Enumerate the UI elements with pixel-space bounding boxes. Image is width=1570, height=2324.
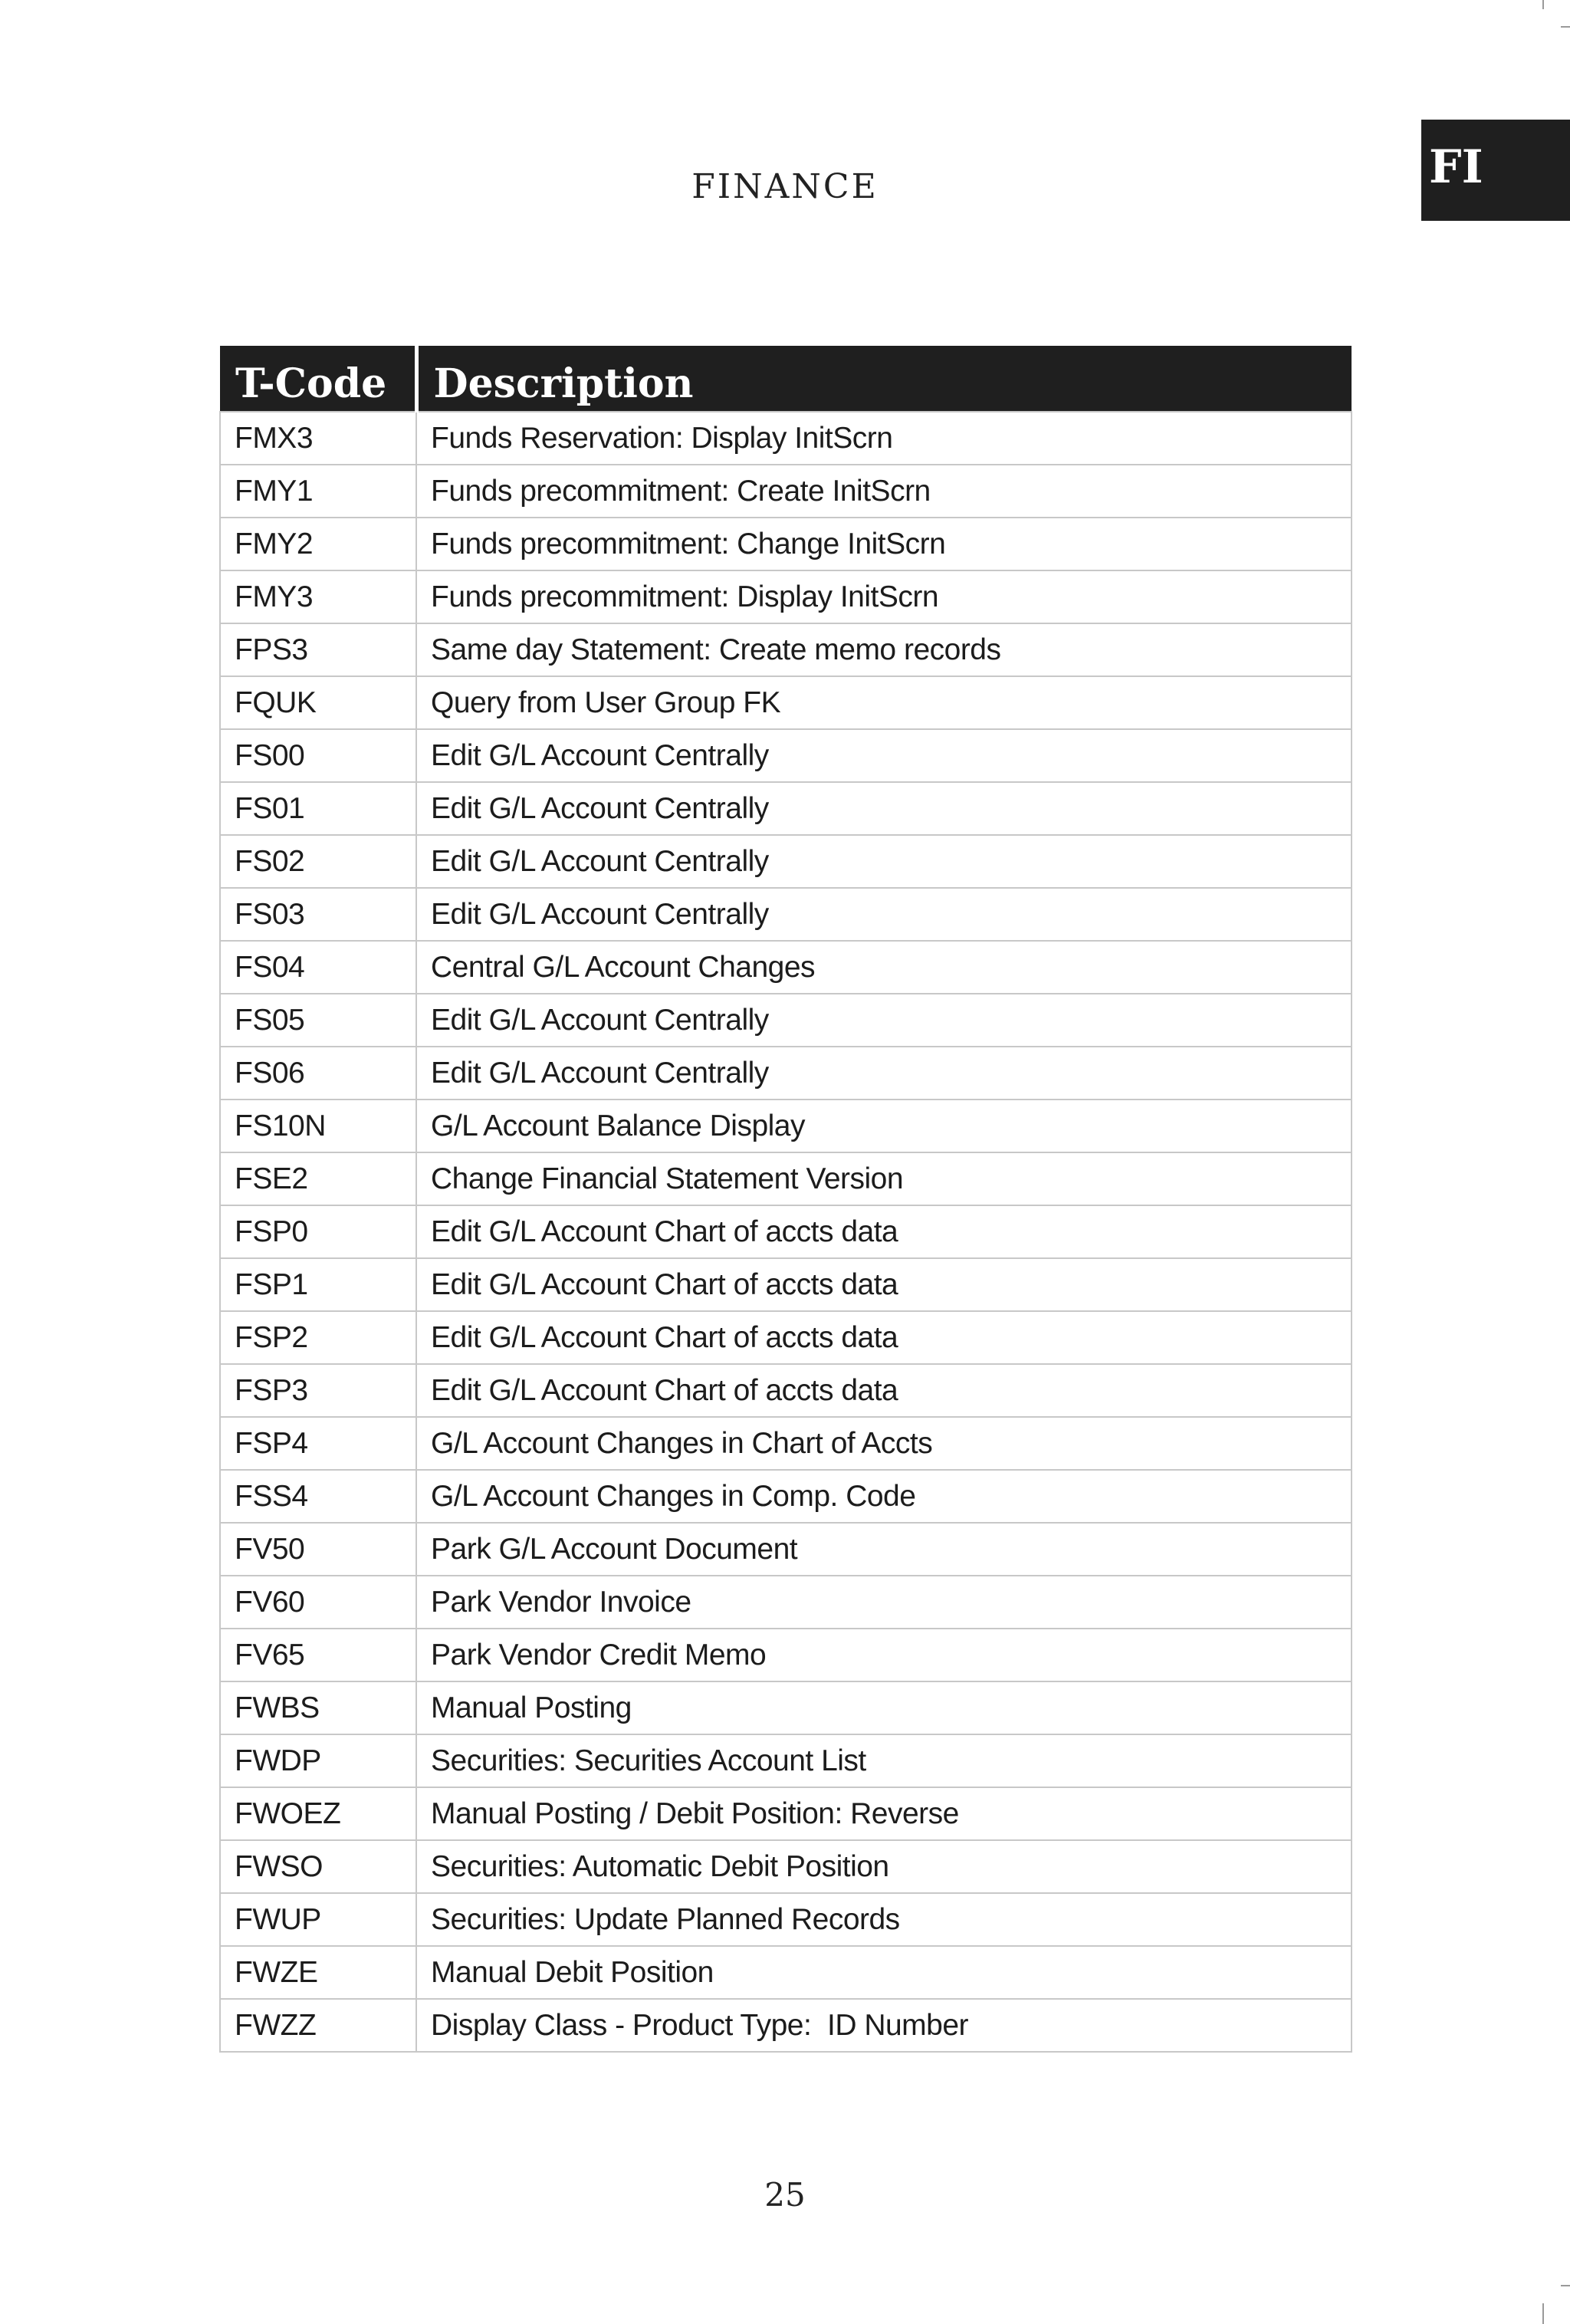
tcode-cell: FWZZ [220, 1999, 416, 2052]
table-row [220, 941, 1352, 994]
description-cell: Funds Reservation: Display InitScrn [416, 412, 1352, 465]
crop-mark-bottom-horizontal [1561, 2285, 1570, 2286]
table-row [220, 1364, 1352, 1417]
description-cell: Same day Statement: Create memo records [416, 623, 1352, 676]
tcode-cell: FMX3 [220, 412, 416, 465]
table-row [220, 994, 1352, 1047]
tcode-cell: FS10N [220, 1100, 416, 1152]
description-cell: Manual Posting / Debit Position: Reverse [416, 1787, 1352, 1840]
tcode-cell: FS03 [220, 888, 416, 941]
table-row [220, 465, 1352, 518]
tcode-cell: FQUK [220, 676, 416, 729]
tcode-cell: FWZE [220, 1946, 416, 1999]
tcode-cell: FSP3 [220, 1364, 416, 1417]
table-row [220, 1734, 1352, 1787]
table-row [220, 1999, 1352, 2052]
tcode-cell: FS00 [220, 729, 416, 782]
table-header-row [220, 346, 1352, 412]
crop-mark-top-horizontal [1561, 26, 1570, 28]
table-row [220, 1100, 1352, 1152]
tcode-cell: FMY2 [220, 518, 416, 570]
description-cell: Securities: Securities Account List [416, 1734, 1352, 1787]
crop-mark-top-vertical [1542, 0, 1544, 9]
tcode-cell: FMY3 [220, 570, 416, 623]
description-cell: Display Class - Product Type: ID Number [416, 1999, 1352, 2052]
table-row [220, 1840, 1352, 1893]
description-cell: Funds precommitment: Change InitScrn [416, 518, 1352, 570]
tcode-cell: FPS3 [220, 623, 416, 676]
page-header-title: FINANCE [691, 167, 879, 206]
description-cell: Manual Posting [416, 1681, 1352, 1734]
table-row [220, 729, 1352, 782]
table-row [220, 1523, 1352, 1576]
description-cell: Edit G/L Account Chart of accts data [416, 1205, 1352, 1258]
tcode-cell: FS05 [220, 994, 416, 1047]
tcode-cell: FV60 [220, 1576, 416, 1629]
description-cell: Edit G/L Account Centrally [416, 782, 1352, 835]
description-cell: Edit G/L Account Centrally [416, 1047, 1352, 1100]
table-body [220, 412, 1352, 2052]
tcode-cell: FV50 [220, 1523, 416, 1576]
table-row [220, 1787, 1352, 1840]
description-cell: G/L Account Changes in Chart of Accts [416, 1417, 1352, 1470]
table-row [220, 1470, 1352, 1523]
tcode-cell: FWBS [220, 1681, 416, 1734]
description-cell: G/L Account Balance Display [416, 1100, 1352, 1152]
description-cell: Change Financial Statement Version [416, 1152, 1352, 1205]
tcode-cell: FS06 [220, 1047, 416, 1100]
tcode-cell: FMY1 [220, 465, 416, 518]
tcode-cell: FWUP [220, 1893, 416, 1946]
description-cell: Edit G/L Account Chart of accts data [416, 1258, 1352, 1311]
table-row [220, 1681, 1352, 1734]
page-number: 25 [764, 2176, 806, 2214]
tcode-cell: FS01 [220, 782, 416, 835]
tcode-cell: FS02 [220, 835, 416, 888]
table-row [220, 1258, 1352, 1311]
description-cell: Park G/L Account Document [416, 1523, 1352, 1576]
description-cell: Park Vendor Credit Memo [416, 1629, 1352, 1681]
table-row [220, 1311, 1352, 1364]
description-cell: Query from User Group FK [416, 676, 1352, 729]
description-cell: Edit G/L Account Centrally [416, 729, 1352, 782]
tcode-cell: FSP2 [220, 1311, 416, 1364]
table-row [220, 888, 1352, 941]
tcode-cell: FWSO [220, 1840, 416, 1893]
description-cell: Edit G/L Account Centrally [416, 835, 1352, 888]
description-cell: Funds precommitment: Create InitScrn [416, 465, 1352, 518]
tcode-cell: FSE2 [220, 1152, 416, 1205]
tcode-cell: FS04 [220, 941, 416, 994]
tcode-cell: FWDP [220, 1734, 416, 1787]
table-row [220, 676, 1352, 729]
table-row [220, 1946, 1352, 1999]
description-cell: Edit G/L Account Chart of accts data [416, 1311, 1352, 1364]
column-header-description: Description [416, 346, 1352, 412]
table-row [220, 835, 1352, 888]
description-cell: Park Vendor Invoice [416, 1576, 1352, 1629]
tcode-cell: FV65 [220, 1629, 416, 1681]
tcode-cell: FSP0 [220, 1205, 416, 1258]
description-cell: Edit G/L Account Centrally [416, 888, 1352, 941]
table-row [220, 518, 1352, 570]
tcode-table [219, 346, 1352, 2053]
section-tab: FI [1421, 120, 1570, 221]
table-row [220, 1893, 1352, 1946]
description-cell: Securities: Automatic Debit Position [416, 1840, 1352, 1893]
table-row [220, 412, 1352, 465]
description-cell: Manual Debit Position [416, 1946, 1352, 1999]
description-cell: Edit G/L Account Centrally [416, 994, 1352, 1047]
tcode-cell: FSP4 [220, 1417, 416, 1470]
description-cell: Funds precommitment: Display InitScrn [416, 570, 1352, 623]
column-header-tcode: T-Code [220, 346, 416, 412]
table-row [220, 1629, 1352, 1681]
table-row [220, 1047, 1352, 1100]
table-row [220, 1417, 1352, 1470]
tcode-cell: FSS4 [220, 1470, 416, 1523]
table-row [220, 782, 1352, 835]
table-row [220, 570, 1352, 623]
crop-mark-bottom-vertical [1542, 2303, 1544, 2324]
tcode-cell: FSP1 [220, 1258, 416, 1311]
description-cell: Securities: Update Planned Records [416, 1893, 1352, 1946]
table-row [220, 1576, 1352, 1629]
description-cell: G/L Account Changes in Comp. Code [416, 1470, 1352, 1523]
table-row [220, 1152, 1352, 1205]
tcode-cell: FWOEZ [220, 1787, 416, 1840]
table-row [220, 623, 1352, 676]
table-row [220, 1205, 1352, 1258]
description-cell: Central G/L Account Changes [416, 941, 1352, 994]
description-cell: Edit G/L Account Chart of accts data [416, 1364, 1352, 1417]
